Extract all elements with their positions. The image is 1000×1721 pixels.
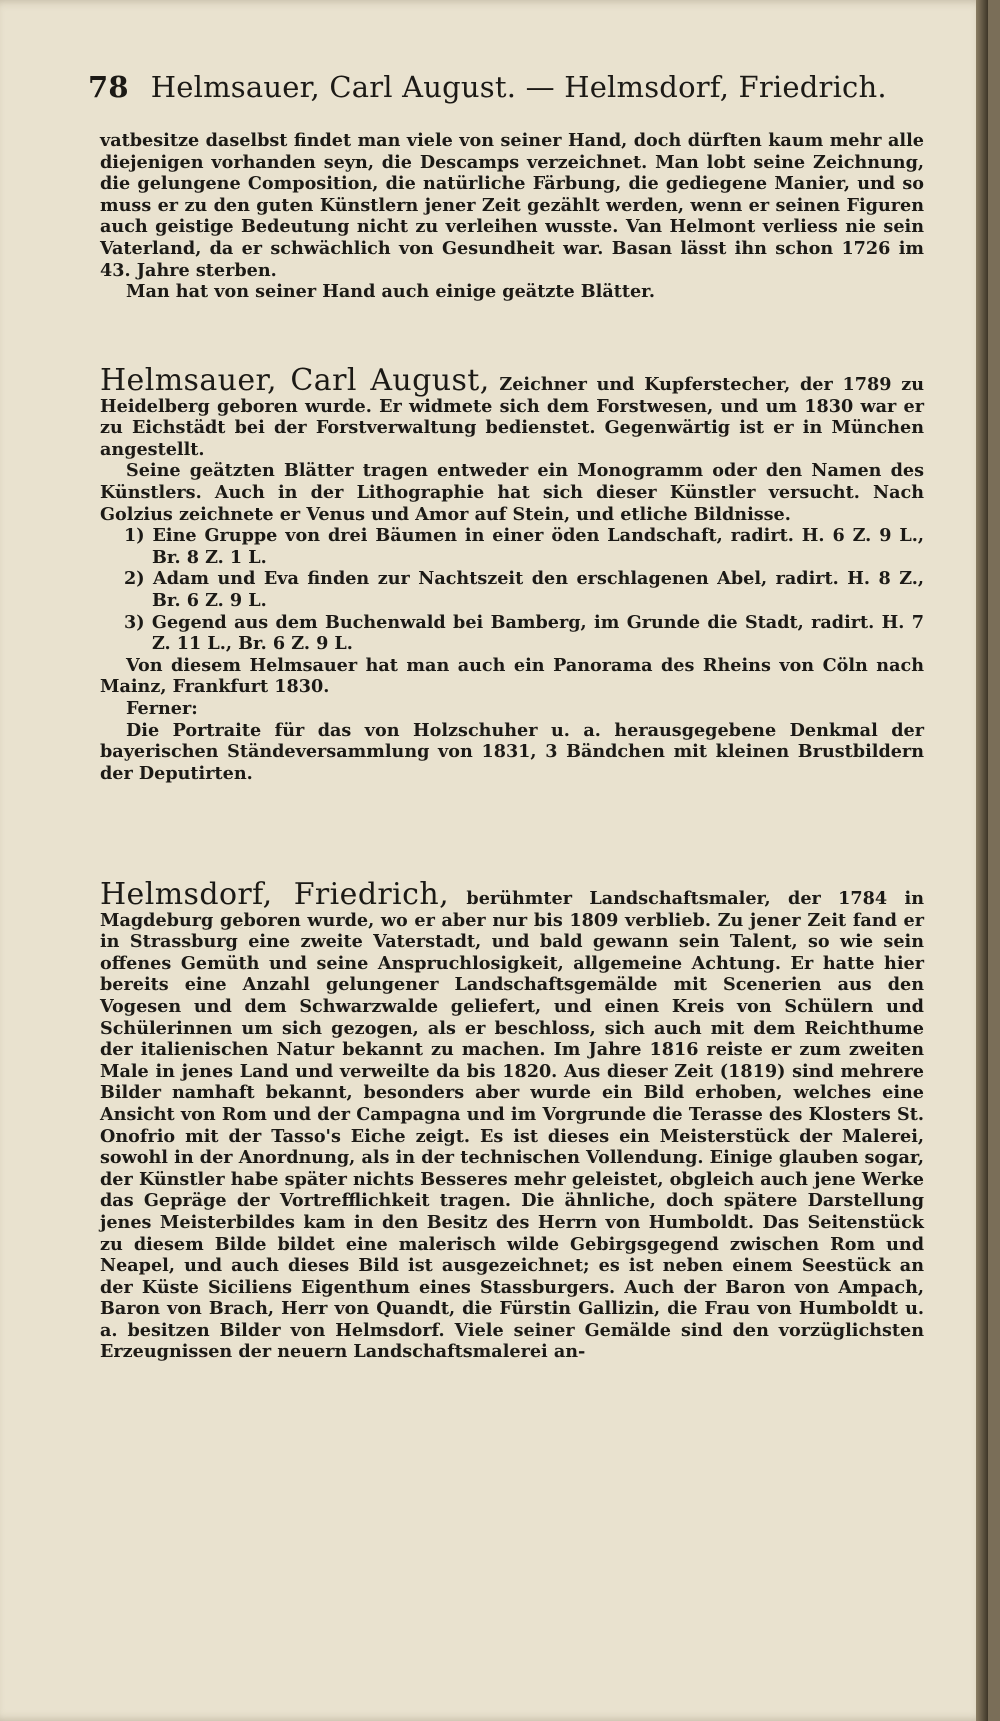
page-edge bbox=[976, 0, 988, 1721]
entry-paragraph: Von diesem Helmsauer hat man auch ein Panorama des Rheins von Cöln nach Mainz, Frankfurt 1830. bbox=[100, 654, 924, 698]
work-item: 1) Eine Gruppe von drei Bäumen in einer öden Landschaft, radirt. H. 6 Z. 9 L., Br. 8 Z. 1 L. bbox=[124, 525, 924, 568]
work-item: 3) Gegend aus dem Buchenwald bei Bamberg, im Grunde die Stadt, radirt. H. 7 Z. 11 L., Br. 6 Z. 9 L. bbox=[124, 611, 924, 655]
entry-text-helmsdorf: berühmter Landschaftsmaler, der 1784 in Magdeburg geboren wurde, wo er aber nur bis 1809 verblieb. Zu jener Zeit fand er in Strassburg eine zweite Vaterstadt, und bald gewann sein Talent, so wie sein offenes Gemüth und seine Anspruchlosigkeit, allgemeine Achtung. Er hatte hier bereits eine Anzahl gelungener Landschaftsgemälde mit Scenerien aus den Vogesen und dem Schwarzwalde geliefert, und einen Kreis von Schülern und Schülerinnen um sich gezogen, als er beschloss, sich auch mit dem Reichthume der italienischen Natur bekannt zu machen. Im Jahre 1816 reiste er zum zweiten Male in jenes Land und verweilte da bis 1820. Aus dieser Zeit (1819) sind mehrere Bilder namhaft bekannt, besonders aber wurde ein Bild erhoben, welches eine Ansicht von Rom und der Campagna und im Vorgrunde die Terasse des Klosters St. Onofrio mit der Tasso's Eiche zeigt. Es ist dieses ein Meisterstück der Malerei, sowohl in der Anordnung, als in der technischen Vollendung. Einige glauben sogar, der Künstler habe später nichts Besseres mehr geleistet, obgleich auch jene Werke das Gepräge der Vortrefflichkeit tragen. Die ähnliche, doch spätere Darstellung jenes Meisterbildes kam in den Besitz des Herrn von Humboldt. Das Seitenstück zu diesem Bilde bildet eine malerisch wilde Gebirgsgegend zwischen Rom und Neapel, und auch dieses Bild ist ausgezeichnet; es ist neben einem Seestück an der Küste Siciliens Eigenthum eines Stassburgers. Auch der Baron von Ampach, Baron von Brach, Herr von Quandt, die Fürstin Gallizin, die Frau von Humboldt u. a. besitzen Bilder von Helmsdorf. Viele seiner Gemälde sind den vorzüglichsten Erzeugnissen der neuern Landschaftsmalerei an- bbox=[100, 888, 924, 1363]
running-title: Helmsauer, Carl August. — Helmsdorf, Friedrich. bbox=[150, 70, 887, 104]
entry-paragraph: Seine geätzten Blätter tragen entweder ein Monogramm oder den Namen des Künstlers. Auch in der Lithographie hat sich dieser Künstler versucht. Nach Golzius zeichnete er Venus und Amor auf Stein, und etliche Bildnisse. bbox=[100, 460, 924, 525]
running-head bbox=[88, 70, 928, 104]
entry-helmsdorf bbox=[100, 877, 924, 1363]
entry-heading-helmsauer: Helmsauer, Carl August, bbox=[100, 363, 490, 398]
ferner-label: Ferner: bbox=[126, 697, 198, 719]
entry-intro-helmsauer: Zeichner und Kupferstecher, der 1789 zu Heidelberg geboren wurde. Er widmete sich dem Forstwesen, und um 1830 war er zu Eichstädt bei der Forstverwaltung bedienstet. Gegenwärtig ist er in München angestellt. bbox=[100, 374, 924, 460]
carryover-paragraph bbox=[100, 130, 924, 303]
entry-helmsauer bbox=[100, 363, 924, 784]
page-number: 78 bbox=[88, 70, 129, 104]
entry-paragraph: Die Portraite für das von Holzschuher u. a. herausgegebene Denkmal der bayerischen Ständeversammlung von 1831, 3 Bändchen mit kleinen Brustbildern der Deputirten. bbox=[100, 719, 924, 784]
carryover-last-line: Man hat von seiner Hand auch einige geätzte Blätter. bbox=[126, 281, 655, 303]
entry-heading-helmsdorf: Helmsdorf, Friedrich, bbox=[100, 877, 450, 912]
carryover-text: vatbesitze daselbst findet man viele von seiner Hand, doch dürften kaum mehr alle diejenigen vorhanden seyn, die Descamps verzeichnet. Man lobt seine Zeichnung, die gelungene Composition, die natürliche Färbung, die gediegene Manier, und so muss er zu den guten Künstlern jener Zeit gezählt werden, wenn er seinen Figuren auch geistige Bedeutung nicht zu verleihen wusste. Van Helmont verliess nie sein Vaterland, da er schwächlich von Gesundheit war. Basan lässt ihn schon 1726 im 43. Jahre sterben. bbox=[100, 130, 924, 281]
work-item: 2) Adam und Eva finden zur Nachtszeit den erschlagenen Abel, radirt. H. 8 Z., Br. 6 Z. 9 L. bbox=[124, 568, 924, 611]
